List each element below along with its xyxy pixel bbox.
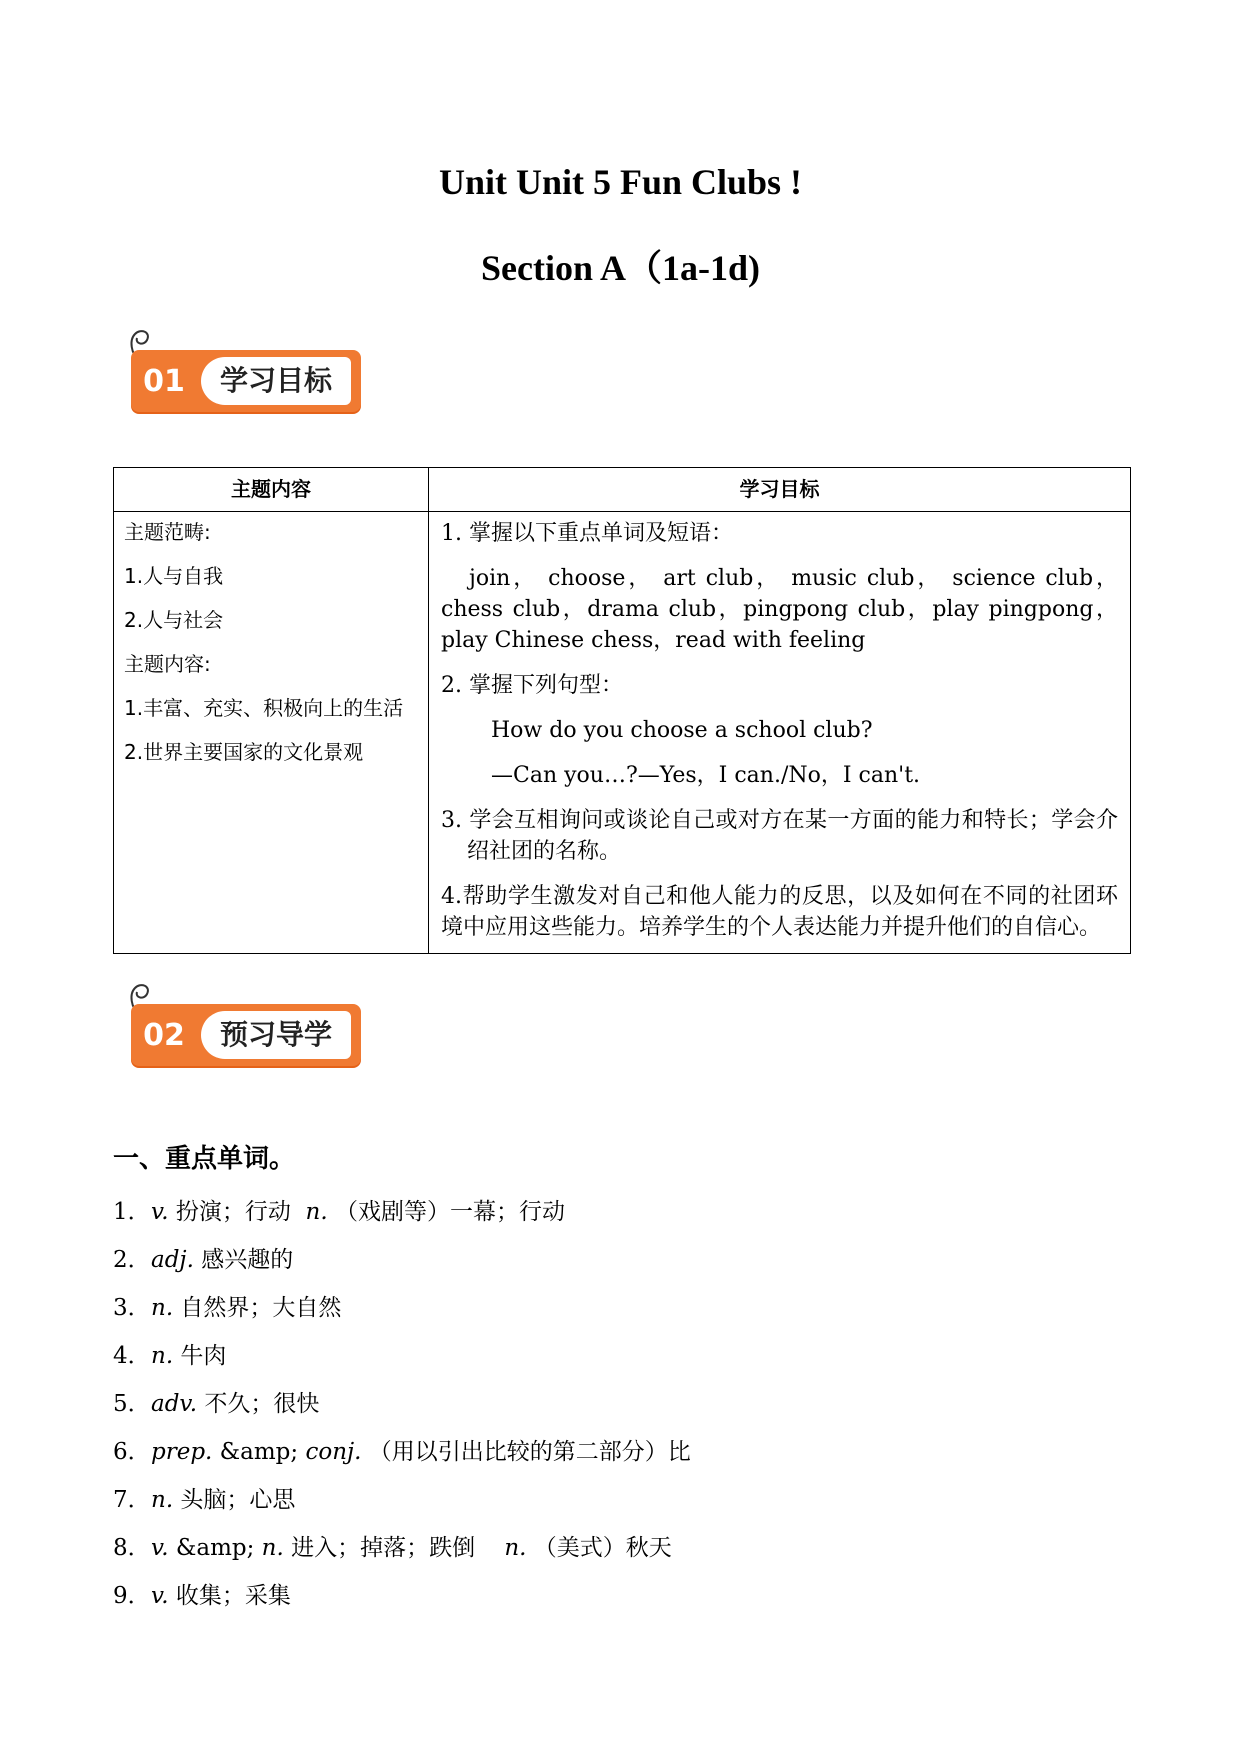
word-number: 6．	[113, 1439, 151, 1465]
part-of-speech: adv.	[151, 1391, 198, 1417]
list-item	[113, 1435, 1113, 1483]
definition-text: &amp;	[212, 1439, 306, 1465]
definition-text: （用以引出比较的第二部分）比	[361, 1439, 691, 1465]
list-item	[113, 1243, 1113, 1291]
theme-category-label: 主题范畴:	[124, 520, 211, 544]
header-theme: 主题内容	[114, 468, 429, 512]
goal-sentence: How do you choose a school club?	[491, 718, 873, 743]
goal-item-4: 4.帮助学生激发对自己和他人能力的反思，以及如何在不同的社团环境中应用这些能力。培养学生的个人表达能力并提升他们的自信心。	[441, 884, 1118, 940]
badge-number: 01	[143, 364, 185, 399]
unit-title: Unit Unit 5 Fun Clubs !	[438, 162, 803, 202]
theme-cell	[114, 512, 429, 954]
definition-text: （美式）秋天	[526, 1535, 672, 1561]
part-of-speech: n.	[151, 1343, 174, 1369]
theme-item: 1.丰富、充实、积极向上的生活	[124, 696, 404, 720]
list-item	[113, 1579, 1113, 1627]
header-goals: 学习目标	[429, 468, 1131, 512]
definition-text: 进入；掉落；跌倒	[283, 1535, 505, 1561]
word-number: 8．	[113, 1535, 151, 1561]
badge-label: 预习导学	[201, 1011, 351, 1059]
definition-text: 感兴趣的	[193, 1247, 294, 1273]
table-row	[114, 512, 1131, 954]
theme-content-label: 主题内容:	[124, 652, 211, 676]
goal-item-2: 2. 掌握下列句型：	[441, 673, 623, 698]
definition-text: 牛肉	[173, 1343, 227, 1369]
goal-vocab-list: join， choose， art club， music club， science club， chess club，drama club，pingpong club，play pingpong，play Chinese chess，read with feeling	[441, 566, 1118, 653]
part-of-speech: n.	[151, 1295, 174, 1321]
badge-label: 学习目标	[201, 357, 351, 405]
goal-item-1: 1. 掌握以下重点单词及短语：	[441, 521, 733, 546]
word-number: 4．	[113, 1343, 151, 1369]
word-number: 7．	[113, 1487, 151, 1513]
list-item	[113, 1483, 1113, 1531]
word-number: 2．	[113, 1247, 151, 1273]
list-item	[113, 1387, 1113, 1435]
goal-sentence: —Can you…?—Yes，I can./No，I can't.	[491, 763, 921, 788]
word-number: 3．	[113, 1295, 151, 1321]
section-heading-key-words: 一、重点单词。	[113, 1144, 296, 1174]
part-of-speech: n.	[305, 1199, 328, 1225]
part-of-speech: v.	[151, 1583, 169, 1609]
definition-text: 扮演；行动	[168, 1199, 306, 1225]
goals-cell	[429, 512, 1131, 954]
part-of-speech: n.	[151, 1487, 174, 1513]
theme-item: 2.世界主要国家的文化景观	[124, 740, 364, 764]
badge-preview-study	[125, 982, 365, 1068]
definition-text: 收集；采集	[168, 1583, 291, 1609]
key-words-list	[113, 1195, 1113, 1627]
part-of-speech: prep.	[151, 1439, 213, 1465]
theme-item: 2.人与社会	[124, 608, 224, 632]
word-number: 9．	[113, 1583, 151, 1609]
badge-learning-goals	[125, 328, 365, 414]
part-of-speech: conj.	[305, 1439, 362, 1465]
word-number: 5．	[113, 1391, 151, 1417]
theme-item: 1.人与自我	[124, 564, 224, 588]
list-item	[113, 1339, 1113, 1387]
definition-text: 自然界；大自然	[173, 1295, 342, 1321]
list-item	[113, 1195, 1113, 1243]
table-header-row	[114, 468, 1131, 512]
part-of-speech: n.	[261, 1535, 284, 1561]
list-item	[113, 1291, 1113, 1339]
part-of-speech: v.	[151, 1199, 169, 1225]
definition-text: 头脑；心思	[173, 1487, 296, 1513]
section-subtitle: Section A（1a-1d)	[481, 248, 760, 288]
goals-table	[113, 467, 1131, 954]
list-item	[113, 1531, 1113, 1579]
definition-text: （戏剧等）一幕；行动	[327, 1199, 565, 1225]
definition-text: &amp;	[168, 1535, 262, 1561]
badge-number: 02	[143, 1018, 185, 1053]
word-number: 1．	[113, 1199, 151, 1225]
definition-text: 不久；很快	[197, 1391, 320, 1417]
part-of-speech: adj.	[151, 1247, 194, 1273]
goal-item-3: 3. 学会互相询问或谈论自己或对方在某一方面的能力和特长；学会介绍社团的名称。	[441, 808, 1118, 864]
part-of-speech: n.	[504, 1535, 527, 1561]
part-of-speech: v.	[151, 1535, 169, 1561]
